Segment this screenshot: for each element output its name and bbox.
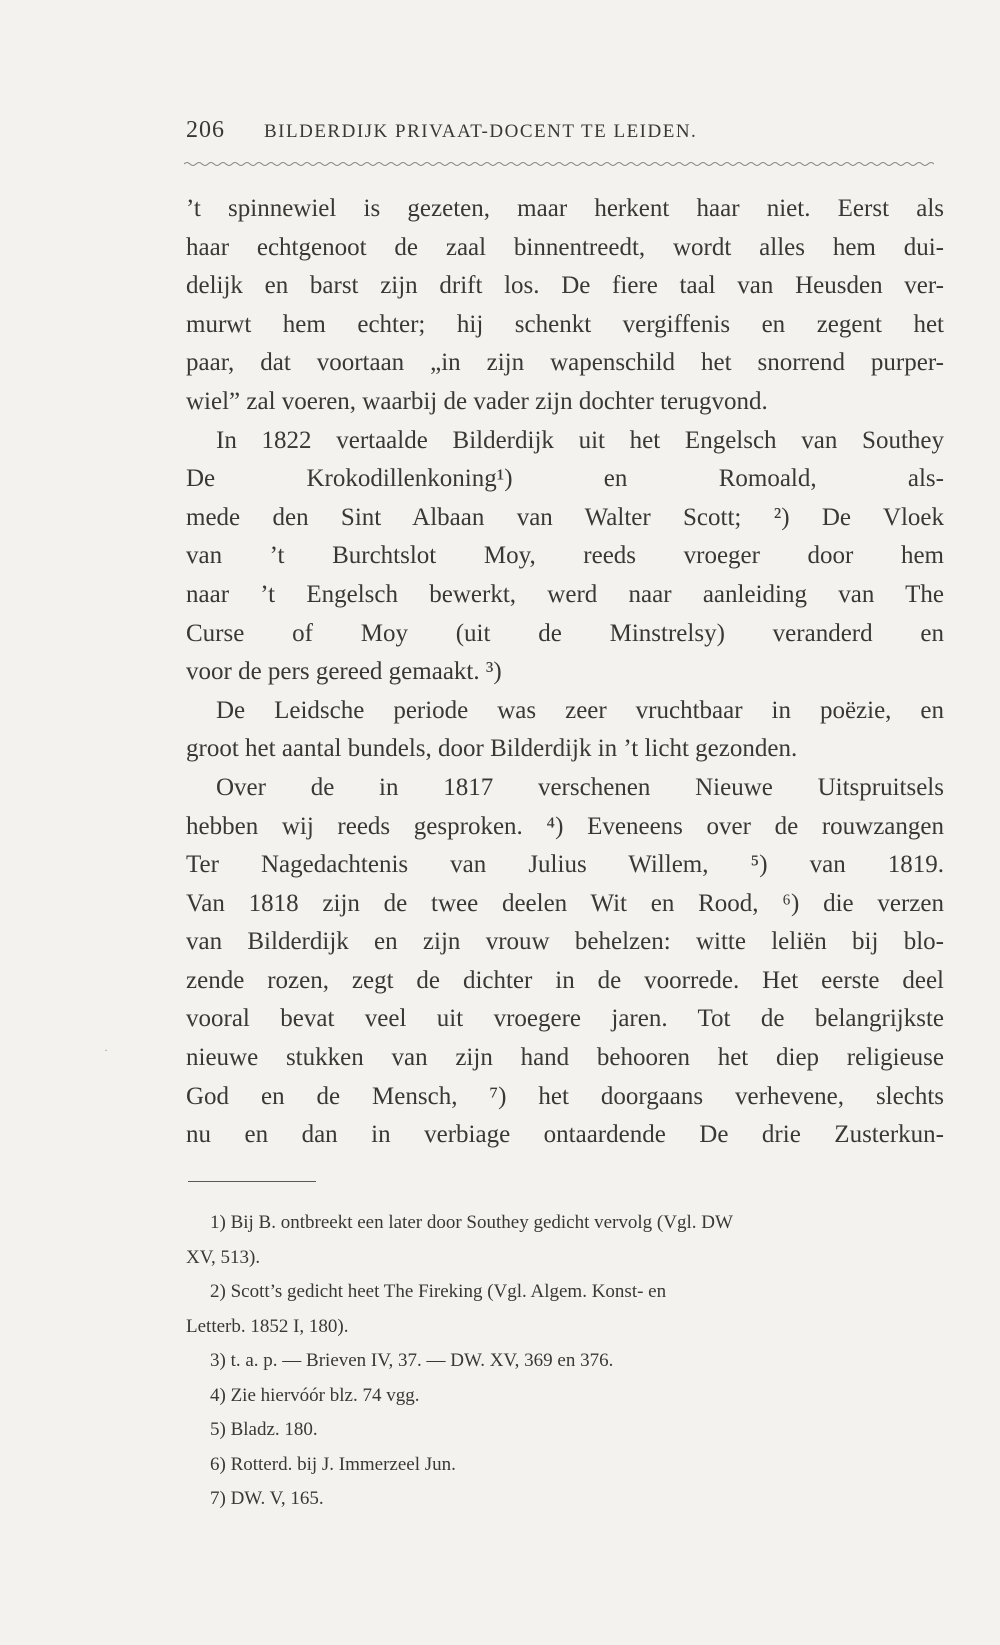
page-number: 206	[186, 117, 225, 143]
text-line: voor de pers gereed gemaakt. ³)	[186, 658, 502, 686]
text-line: In 1822 vertaalde Bilderdijk uit het Engelsch van Southey	[216, 426, 944, 454]
text-line: haar echtgenoot de zaal binnentreedt, wordt alles hem dui-	[186, 233, 944, 261]
text-line: vooral bevat veel uit vroegere jaren. Tot de belangrijkste	[186, 1005, 944, 1033]
footnote-line: 4) Zie hiervóór blz. 74 vgg.	[210, 1384, 420, 1406]
footnote-line: 5) Bladz. 180.	[210, 1419, 318, 1440]
text-line: paar, dat voortaan „in zijn wapenschild het snorrend purper-	[186, 349, 944, 377]
footnote-line: 1) Bij B. ontbreekt een later door Southey gedicht vervolg (Vgl. DW	[210, 1212, 733, 1233]
footnotes	[186, 1206, 944, 1517]
stray-ink-mark: ·	[104, 1043, 108, 1057]
text-line: delijk en barst zijn drift los. De fiere taal van Heusden ver-	[186, 272, 944, 300]
text-line: Ter Nagedachtenis van Julius Willem, ⁵) van 1819.	[186, 851, 944, 879]
text-line: Van 1818 zijn de twee deelen Wit en Rood, ⁶) die verzen	[186, 889, 944, 917]
footnote-line: 6) Rotterd. bij J. Immerzeel Jun.	[210, 1453, 456, 1475]
footnote-line: Letterb. 1852 I, 180).	[186, 1315, 349, 1337]
text-line: naar ’t Engelsch bewerkt, werd naar aanleiding van The	[186, 580, 944, 608]
text-line: hebben wij reeds gesproken. ⁴) Eveneens over de rouwzangen	[186, 812, 944, 840]
text-line: groot het aantal bundels, door Bilderdijk in ’t licht gezonden.	[186, 735, 798, 763]
text-line: zende rozen, zegt de dichter in de voorrede. Het eerste deel	[186, 966, 944, 994]
running-title: BILDERDIJK PRIVAAT-DOCENT TE LEIDEN.	[264, 121, 698, 142]
text-line: van ’t Burchtslot Moy, reeds vroeger door hem	[186, 542, 944, 570]
footnote-line: 7) DW. V, 165.	[210, 1488, 324, 1509]
text-line: ’t spinnewiel is gezeten, maar herkent haar niet. Eerst als	[186, 195, 944, 222]
text-line: wiel” zal voeren, waarbij de vader zijn dochter terugvond.	[186, 387, 768, 415]
text-line: Curse of Moy (uit de Minstrelsy) veranderd en	[186, 619, 944, 647]
text-line: nu en dan in verbiage ontaardende De drie Zusterkun-	[186, 1121, 944, 1149]
wavy-header-rule	[184, 160, 934, 168]
text-line: nieuwe stukken van zijn hand behooren het diep religieuse	[186, 1044, 944, 1072]
text-line: van Bilderdijk en zijn vrouw behelzen: witte leliën bij blo-	[186, 928, 944, 956]
footnote-line: 2) Scott’s gedicht heet The Fireking (Vgl. Algem. Konst- en	[210, 1281, 667, 1302]
text-line: murwt hem echter; hij schenkt vergiffenis en zegent het	[186, 310, 944, 338]
text-line: De Leidsche periode was zeer vruchtbaar in poëzie, en	[216, 696, 944, 724]
text-line: De Krokodillenkoning¹) en Romoald, als-	[186, 465, 944, 493]
footnote-line: 3) t. a. p. — Brieven IV, 37. — DW. XV, 369 en 376.	[210, 1350, 614, 1371]
text-line: mede den Sint Albaan van Walter Scott; ²) De Vloek	[186, 503, 944, 531]
text-line: Over de in 1817 verschenen Nieuwe Uitspruitsels	[216, 773, 944, 801]
text-line: God en de Mensch, ⁷) het doorgaans verhevene, slechts	[186, 1082, 944, 1110]
footnote-line: XV, 513).	[186, 1246, 261, 1268]
footnote-rule	[188, 1181, 316, 1182]
main-text	[186, 190, 944, 1155]
page-header	[186, 113, 946, 153]
